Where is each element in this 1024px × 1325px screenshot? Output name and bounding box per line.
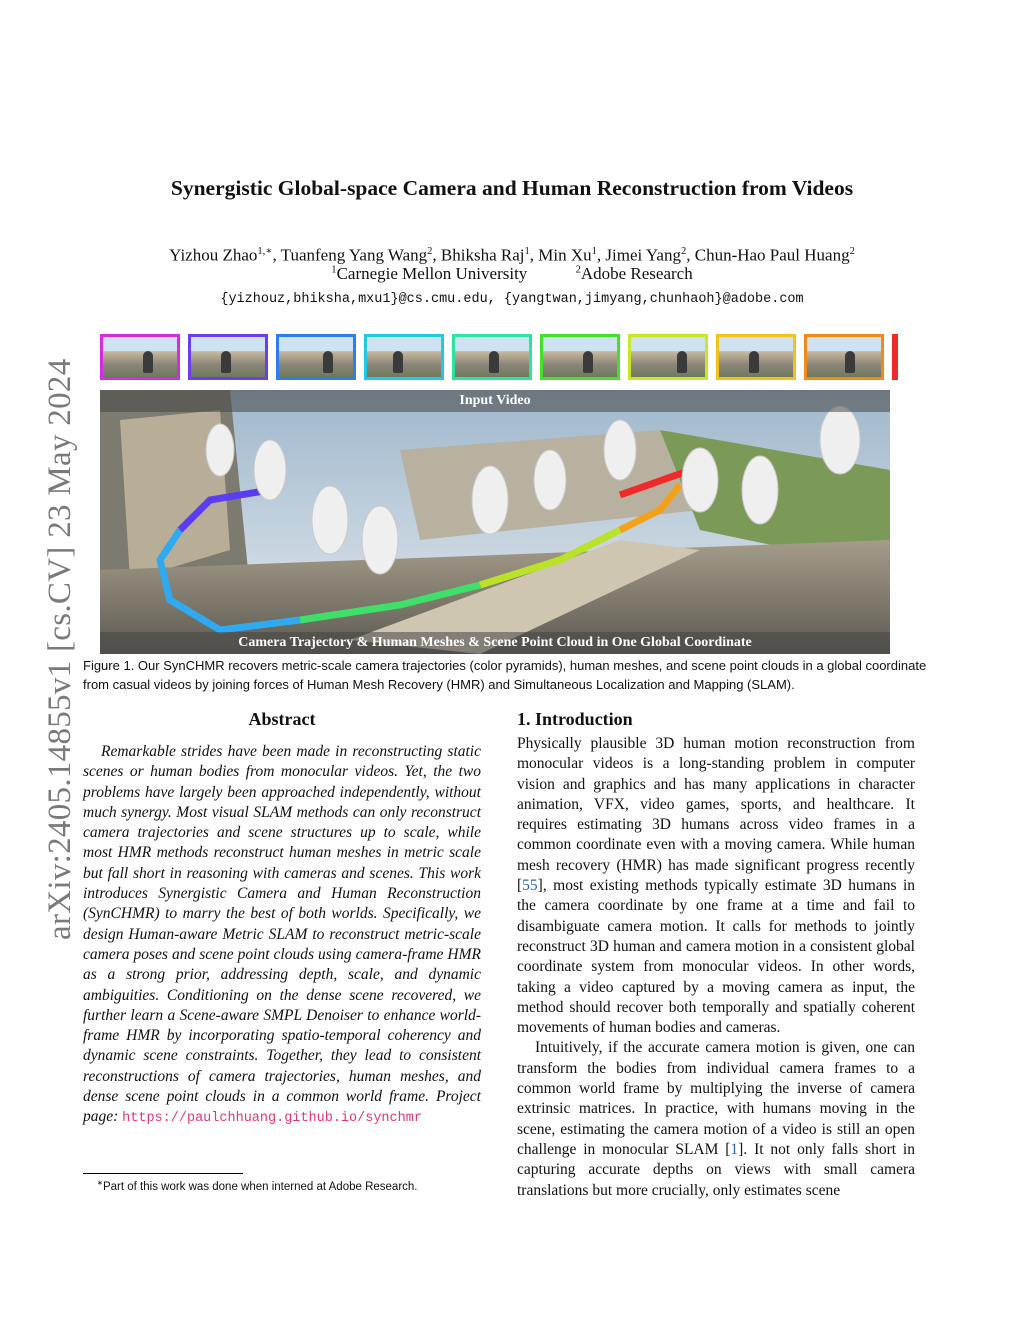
author-name: Tuanfeng Yang Wang bbox=[280, 245, 428, 265]
abstract-heading: Abstract bbox=[248, 709, 316, 729]
author-affiliation-mark: 2 bbox=[680, 246, 687, 257]
reconstruction-illustration bbox=[100, 390, 890, 654]
author-affiliation-mark: 1 bbox=[524, 246, 530, 257]
citation-link[interactable]: 1 bbox=[730, 1140, 739, 1158]
author-affiliation-mark: 1 bbox=[591, 246, 597, 257]
figure-label-global-coordinate: Camera Trajectory & Human Meshes & Scene Point Cloud in One Global Coordinate bbox=[100, 632, 890, 654]
video-frame-thumbnail bbox=[452, 334, 532, 380]
author-name: Jimei Yang bbox=[605, 245, 681, 265]
author-emails: {yizhouz,bhiksha,mxu1}@cs.cmu.edu, {yangtwan,jimyang,chunhaoh}@adobe.com bbox=[220, 292, 804, 307]
paper-title: Synergistic Global-space Camera and Human Reconstruction from Videos bbox=[170, 176, 854, 200]
abstract-body: Remarkable strides have been made in reconstructing static scenes or human bodies from monocular videos. Yet, the two problems have largely been approached independently, without much synergy. Most visual SLAM methods can only reconstruct camera trajectories and scene structures up to scale, while most HMR methods reconstruct human meshes in metric scale but fall short in reasoning with cameras and scenes. This work introduces Synergistic Camera and Human Reconstruction (SynCHMR) to marry the best of both worlds. Specifically, we design Human-aware Metric SLAM to reconstruct metric-scale camera poses and scene point clouds using camera-frame HMR as a strong prior, addressing depth, scale, and dynamic ambiguities. Conditioning on the dense scene recovered, we further learn a Scene-aware SMPL Denoiser to enhance world-frame HMR by incorporating spatio-temporal coherency and dynamic scene constraints. Together, they lead to consistent reconstructions of camera trajectories, human meshes, and dense scene point clouds in a common world frame. Project page: bbox=[83, 743, 481, 1126]
video-frame-thumbnail bbox=[716, 334, 796, 380]
introduction-text bbox=[517, 734, 915, 1201]
affiliation-list bbox=[0, 264, 1024, 284]
video-frame-thumbnail bbox=[628, 334, 708, 380]
abstract-text bbox=[83, 742, 481, 1130]
author-affiliation-mark: 2 bbox=[849, 246, 855, 257]
author-name: Bhiksha Raj bbox=[440, 245, 525, 265]
author-name: Yizhou Zhao bbox=[169, 245, 258, 265]
video-frame-thumbnail bbox=[540, 334, 620, 380]
author-list: Yizhou Zhao$^{1,∗}$, Tuanfeng Yang Wang$^2$, Bhiksha Raj$^1$, Min Xu$^1$, Jimei Yang$^2$, Chun-Hao Paul Huang$^2$ bbox=[169, 245, 855, 265]
video-frame-thumbnail bbox=[100, 334, 180, 380]
project-page-link[interactable]: https://paulchhuang.github.io/synchmr bbox=[122, 1111, 422, 1127]
footnote: ∗Part of this work was done when interned at Adobe Research. bbox=[97, 1179, 418, 1193]
introduction-heading: 1. Introduction bbox=[517, 709, 633, 729]
figure-label-input-video: Input Video bbox=[100, 390, 890, 412]
arxiv-identifier: arXiv:2405.14855v1 [cs.CV] 23 May 2024 bbox=[42, 358, 78, 940]
author-affiliation-mark: 1,∗ bbox=[257, 246, 273, 257]
author-name: Chun-Hao Paul Huang bbox=[694, 245, 850, 265]
author-affiliation-mark: 2 bbox=[427, 246, 433, 257]
video-frame-thumbnail bbox=[892, 334, 898, 380]
intro-paragraph: Intuitively, if the accurate camera motion is given, one can transform the bodies from individual camera frames to a common world frame by multiplying the inverse of camera extrinsic matrices. In practice, with humans moving in the scene, estimating the camera motion of a video is still an open challenge in monocular SLAM [1]. It not only falls short in capturing accurate depths on views with small camera translations but more crucially, only estimates scene bbox=[517, 1039, 915, 1199]
video-frame-thumbnail bbox=[188, 334, 268, 380]
citation-link[interactable]: 55 bbox=[522, 877, 538, 895]
input-video-thumbnails bbox=[100, 334, 892, 386]
footnote-rule bbox=[83, 1173, 243, 1174]
reconstruction-figure bbox=[100, 390, 890, 654]
affiliation-cmu: $^1$Carnegie Mellon University bbox=[331, 264, 528, 283]
video-frame-thumbnail bbox=[276, 334, 356, 380]
affiliation-adobe: $^2$Adobe Research bbox=[575, 264, 693, 283]
video-frame-thumbnail bbox=[364, 334, 444, 380]
figure-caption: Figure 1. Our SynCHMR recovers metric-scale camera trajectories (color pyramids), human meshes, and scene point clouds in a global coordinate from casual videos by joining forces of Human Mesh Recovery (HMR) and Simultaneous Localization and Mapping (SLAM). bbox=[83, 658, 927, 692]
video-frame-thumbnail bbox=[804, 334, 884, 380]
intro-paragraph: Physically plausible 3D human motion reconstruction from monocular videos is a long-standing problem in computer vision and graphics and has many applications in character animation, VFX, video games, sports, and healthcare. It requires estimating 3D humans across video frames in a common coordinate even with a moving camera. While human mesh recovery (HMR) has made significant progress recently [55], most existing methods typically estimate 3D humans in the camera coordinate by one frame at a time and fail to disambiguate camera motion. It calls for methods to jointly reconstruct 3D human and camera motion in a consistent global coordinate system from monocular videos. In other words, taking a video captured by a moving camera as input, the method should recover both temporally and spatially coherent movements of human bodies and cameras. bbox=[517, 735, 915, 1037]
author-name: Min Xu bbox=[538, 245, 592, 265]
